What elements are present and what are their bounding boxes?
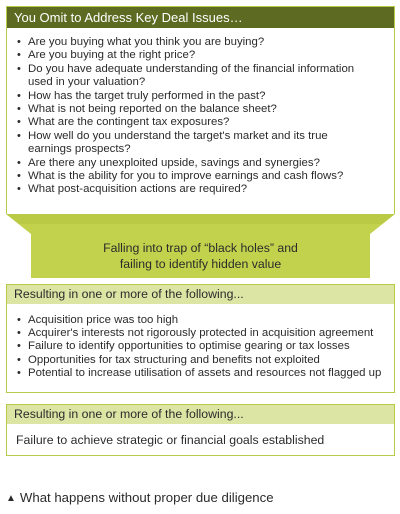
- list-item: • Potential to increase utilisation of assets and resources not flagged up: [17, 367, 388, 380]
- list-item: • How has the target truly performed in the past?: [17, 90, 388, 103]
- list-item: • How well do you understand the target's market and its true: [17, 130, 388, 143]
- key-deal-issues-header: You Omit to Address Key Deal Issues…: [7, 7, 394, 28]
- list-item-continuation: used in your valuation?: [28, 76, 146, 89]
- triangle-up-icon: ▲: [6, 493, 16, 504]
- list-item: • What is the ability for you to improve earnings and cash flows?: [17, 170, 388, 183]
- outcome-header: Resulting in one or more of the following...: [7, 405, 394, 424]
- list-item: • Are you buying what you think you are buying?: [17, 36, 388, 49]
- consequences-header: Resulting in one or more of the following...: [7, 285, 394, 304]
- funnel-text: [46, 240, 355, 272]
- outcome-text: Failure to achieve strategic or financial goals established: [16, 433, 325, 447]
- key-deal-issues-list: [7, 28, 394, 197]
- funnel-text-line-2: failing to identify hidden value: [119, 257, 282, 271]
- funnel-text-line-1: Falling into trap of “black holes” and: [103, 241, 298, 255]
- consequences-box: [6, 284, 395, 393]
- list-item: • What are the contingent tax exposures?: [17, 116, 388, 129]
- list-item: • What is not being reported on the balance sheet?: [17, 103, 388, 116]
- list-item: • What post-acquisition actions are required?: [17, 183, 388, 196]
- key-deal-issues-box: [6, 6, 395, 215]
- outcome-box: [6, 404, 395, 456]
- caption-text: What happens without proper due diligence: [19, 490, 274, 505]
- list-item: • Do you have adequate understanding of the financial information: [17, 63, 388, 76]
- figure-caption: [6, 489, 274, 508]
- black-holes-funnel: [6, 214, 395, 280]
- list-item: • Failure to identify opportunities to optimise gearing or tax losses: [17, 340, 388, 353]
- list-item: • Are there any unexploited upside, savings and synergies?: [17, 157, 388, 170]
- list-item-continuation: earnings prospects?: [28, 143, 131, 156]
- list-item: • Acquisition price was too high: [17, 314, 388, 327]
- list-item: • Are you buying at the right price?: [17, 49, 388, 62]
- consequences-list: [7, 304, 394, 380]
- list-item: • Opportunities for tax structuring and benefits not exploited: [17, 354, 388, 367]
- list-item: • Acquirer's interests not rigorously protected in acquisition agreement: [17, 327, 388, 340]
